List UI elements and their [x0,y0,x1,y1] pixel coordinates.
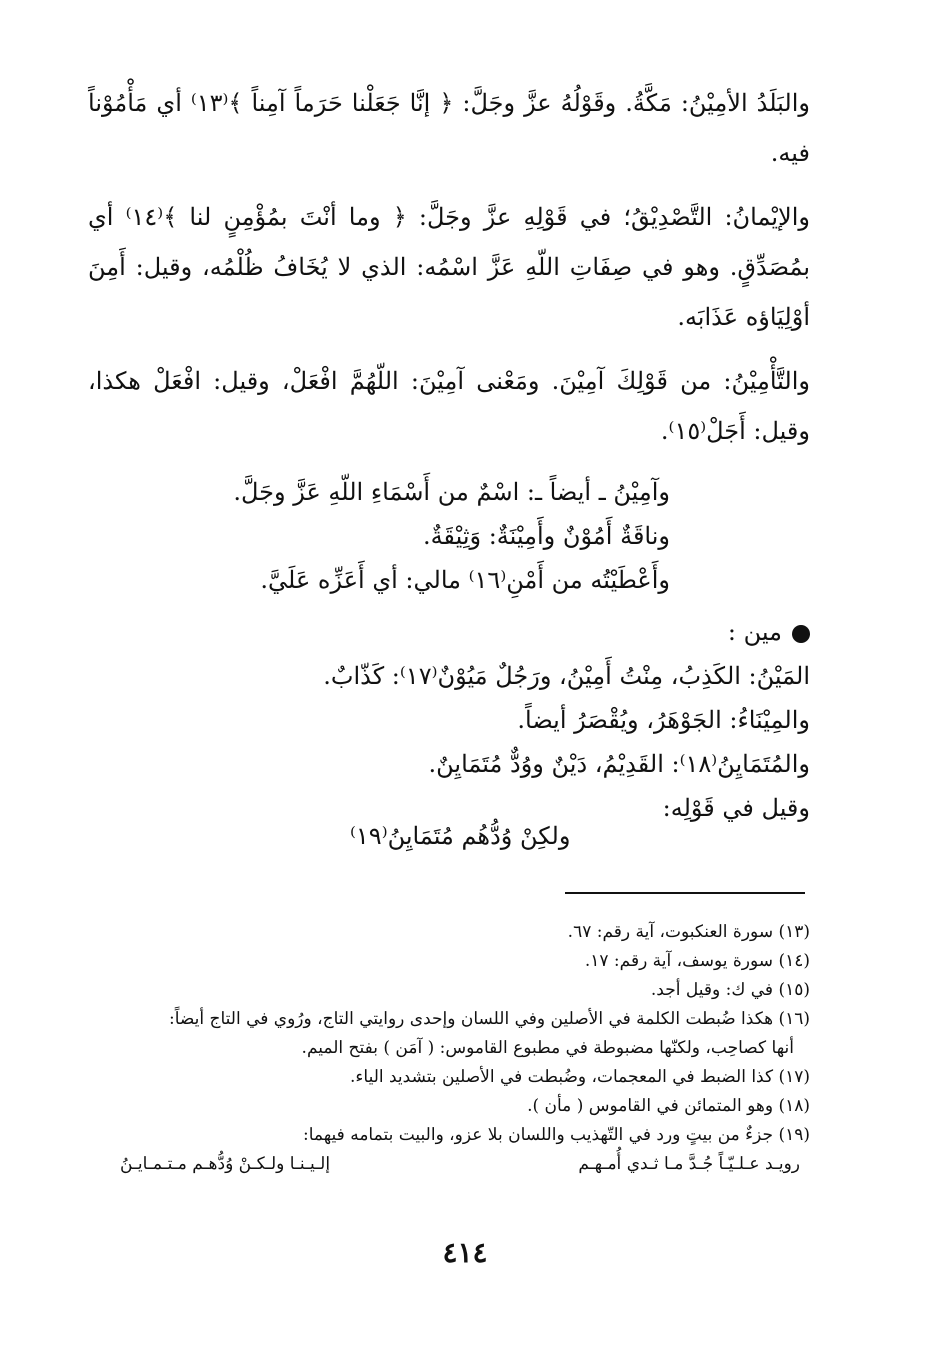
footnote-15: (١٥) في ك: وقيل أجد. [650,980,810,1000]
entry-amin: وآمِيْنُ ـ أيضاً ـ: اسْمٌ من أَسْمَاءِ اللّهِ عَزَّ وجَلَّ. [233,478,670,506]
entry-wa-qila: وقيل في قَوْلِه: [662,794,810,822]
entry-al-mayn: المَيْنُ: الكَذِبُ، مِنْتُ أَمِيْنُ، ورَجُلٌ مَيُوْنٌ⁽١٧⁾: كَذّابٌ. [323,662,810,690]
footnote-14: (١٤) سورة يوسف، آية رقم: ١٧. [584,951,810,971]
footnote-19: (١٩) جزءٌ من بيتٍ ورد في التّهذيب واللسان بلا عزو، والبيت بتمامه فيهما: [302,1125,810,1145]
entry-al-tamin: والتَّأْمِيْنُ: من قَوْلِكَ آمِيْنَ. ومَعْنى آمِيْنَ: اللّهُمَّ افْعَلْ، وقيل: افْعَلْ هكذا، وقيل: أَجَلْ⁽١٥⁾. [88,367,810,445]
entry-al-mina: والمِيْنَاءُ: الجَوْهَرُ، ويُقْصَرُ أيضاً. [517,706,810,734]
entry-naqa-amun: وناقَةٌ أَمُوْنٌ وأَمِيْنَةٌ: وَثِيْقَةٌ. [422,522,670,550]
section-heading-min [88,610,810,654]
footnote-16 [88,1005,810,1063]
entry-al-iman: والإيْمانُ: التَّصْدِيْقُ؛ في قَوْلِهِ عزَّ وجَلَّ: ﴿ وما أنْتَ بمُؤْمِنٍ لنا ﴾⁽١٤⁾ أي بمُصَدِّقٍ. وهو في صِفَاتِ اللّهِ عَزَّ اسْمُه: الذي لا يُخَافُ ظُلْمُه، وقيل: أَمِنَ أوْلِيَاؤه عَذَابَه. [88,203,810,331]
footnote-18: (١٨) وهو المتمائن في القاموس ( مأن ). [527,1096,810,1116]
poem-first-hemistich: رويـد عـلـيّـاً جُـدَّ مـا ثـدي أُمـهـم [578,1154,800,1174]
entries-group-a [88,470,670,602]
bullet-icon [792,625,810,643]
verse-line: ولكِنْ وُدُّهُم مُتَمَايِنُ⁽١٩⁾ [350,822,571,850]
entry-al-balad-al-amin: والبَلَدُ الأمِيْنُ: مَكَّةُ. وقَوْلُهُ عزَّ وجَلَّ: ﴿ إنَّا جَعَلْنا حَرَماً آمِناً ﴾⁽١٣⁾ أي مَأْمُوْناً فيه. [88,89,810,167]
footnote-16-line-2: أنها كصاحِب، ولكنّها مضبوطة في مطبوع القاموس: ( آمَن ) بفتح الميم. [301,1038,794,1058]
footnote-13: (١٣) سورة العنكبوت، آية رقم: ٦٧. [567,922,810,942]
section-heading-label: مين : [727,618,782,646]
page-number: ٤١٤ [442,1236,488,1269]
footnote-16-line-1: (١٦) هكذا ضُبطت الكلمة في الأصلين وفي اللسان وإحدى روايتي التاج، ورُوي في التاج أيضاً: [168,1009,810,1029]
poem-second-hemistich: إلـيـنـا ولـكـنْ وُدُّهـم مـتـمـايـنُ [120,1154,331,1174]
main-text [88,78,810,830]
footnote-poem [120,1150,800,1179]
footnotes [88,918,810,1179]
entry-amn-mali: وأَعْطَيْتُه من أَمْنِ⁽١٦⁾ مالي: أي أَعَزِّه عَلَيَّ. [260,566,670,594]
footnote-17: (١٧) كذا الضبط في المعجمات، وضُبطت في الأصلين بتشديد الياء. [350,1067,810,1087]
entry-al-mutamayin: والمُتَمَايِنُ⁽١٨⁾: القَدِيْمُ، دَيْنٌ ووُدٌّ مُتَمَايِنٌ. [428,750,810,778]
footnote-divider [565,892,805,894]
